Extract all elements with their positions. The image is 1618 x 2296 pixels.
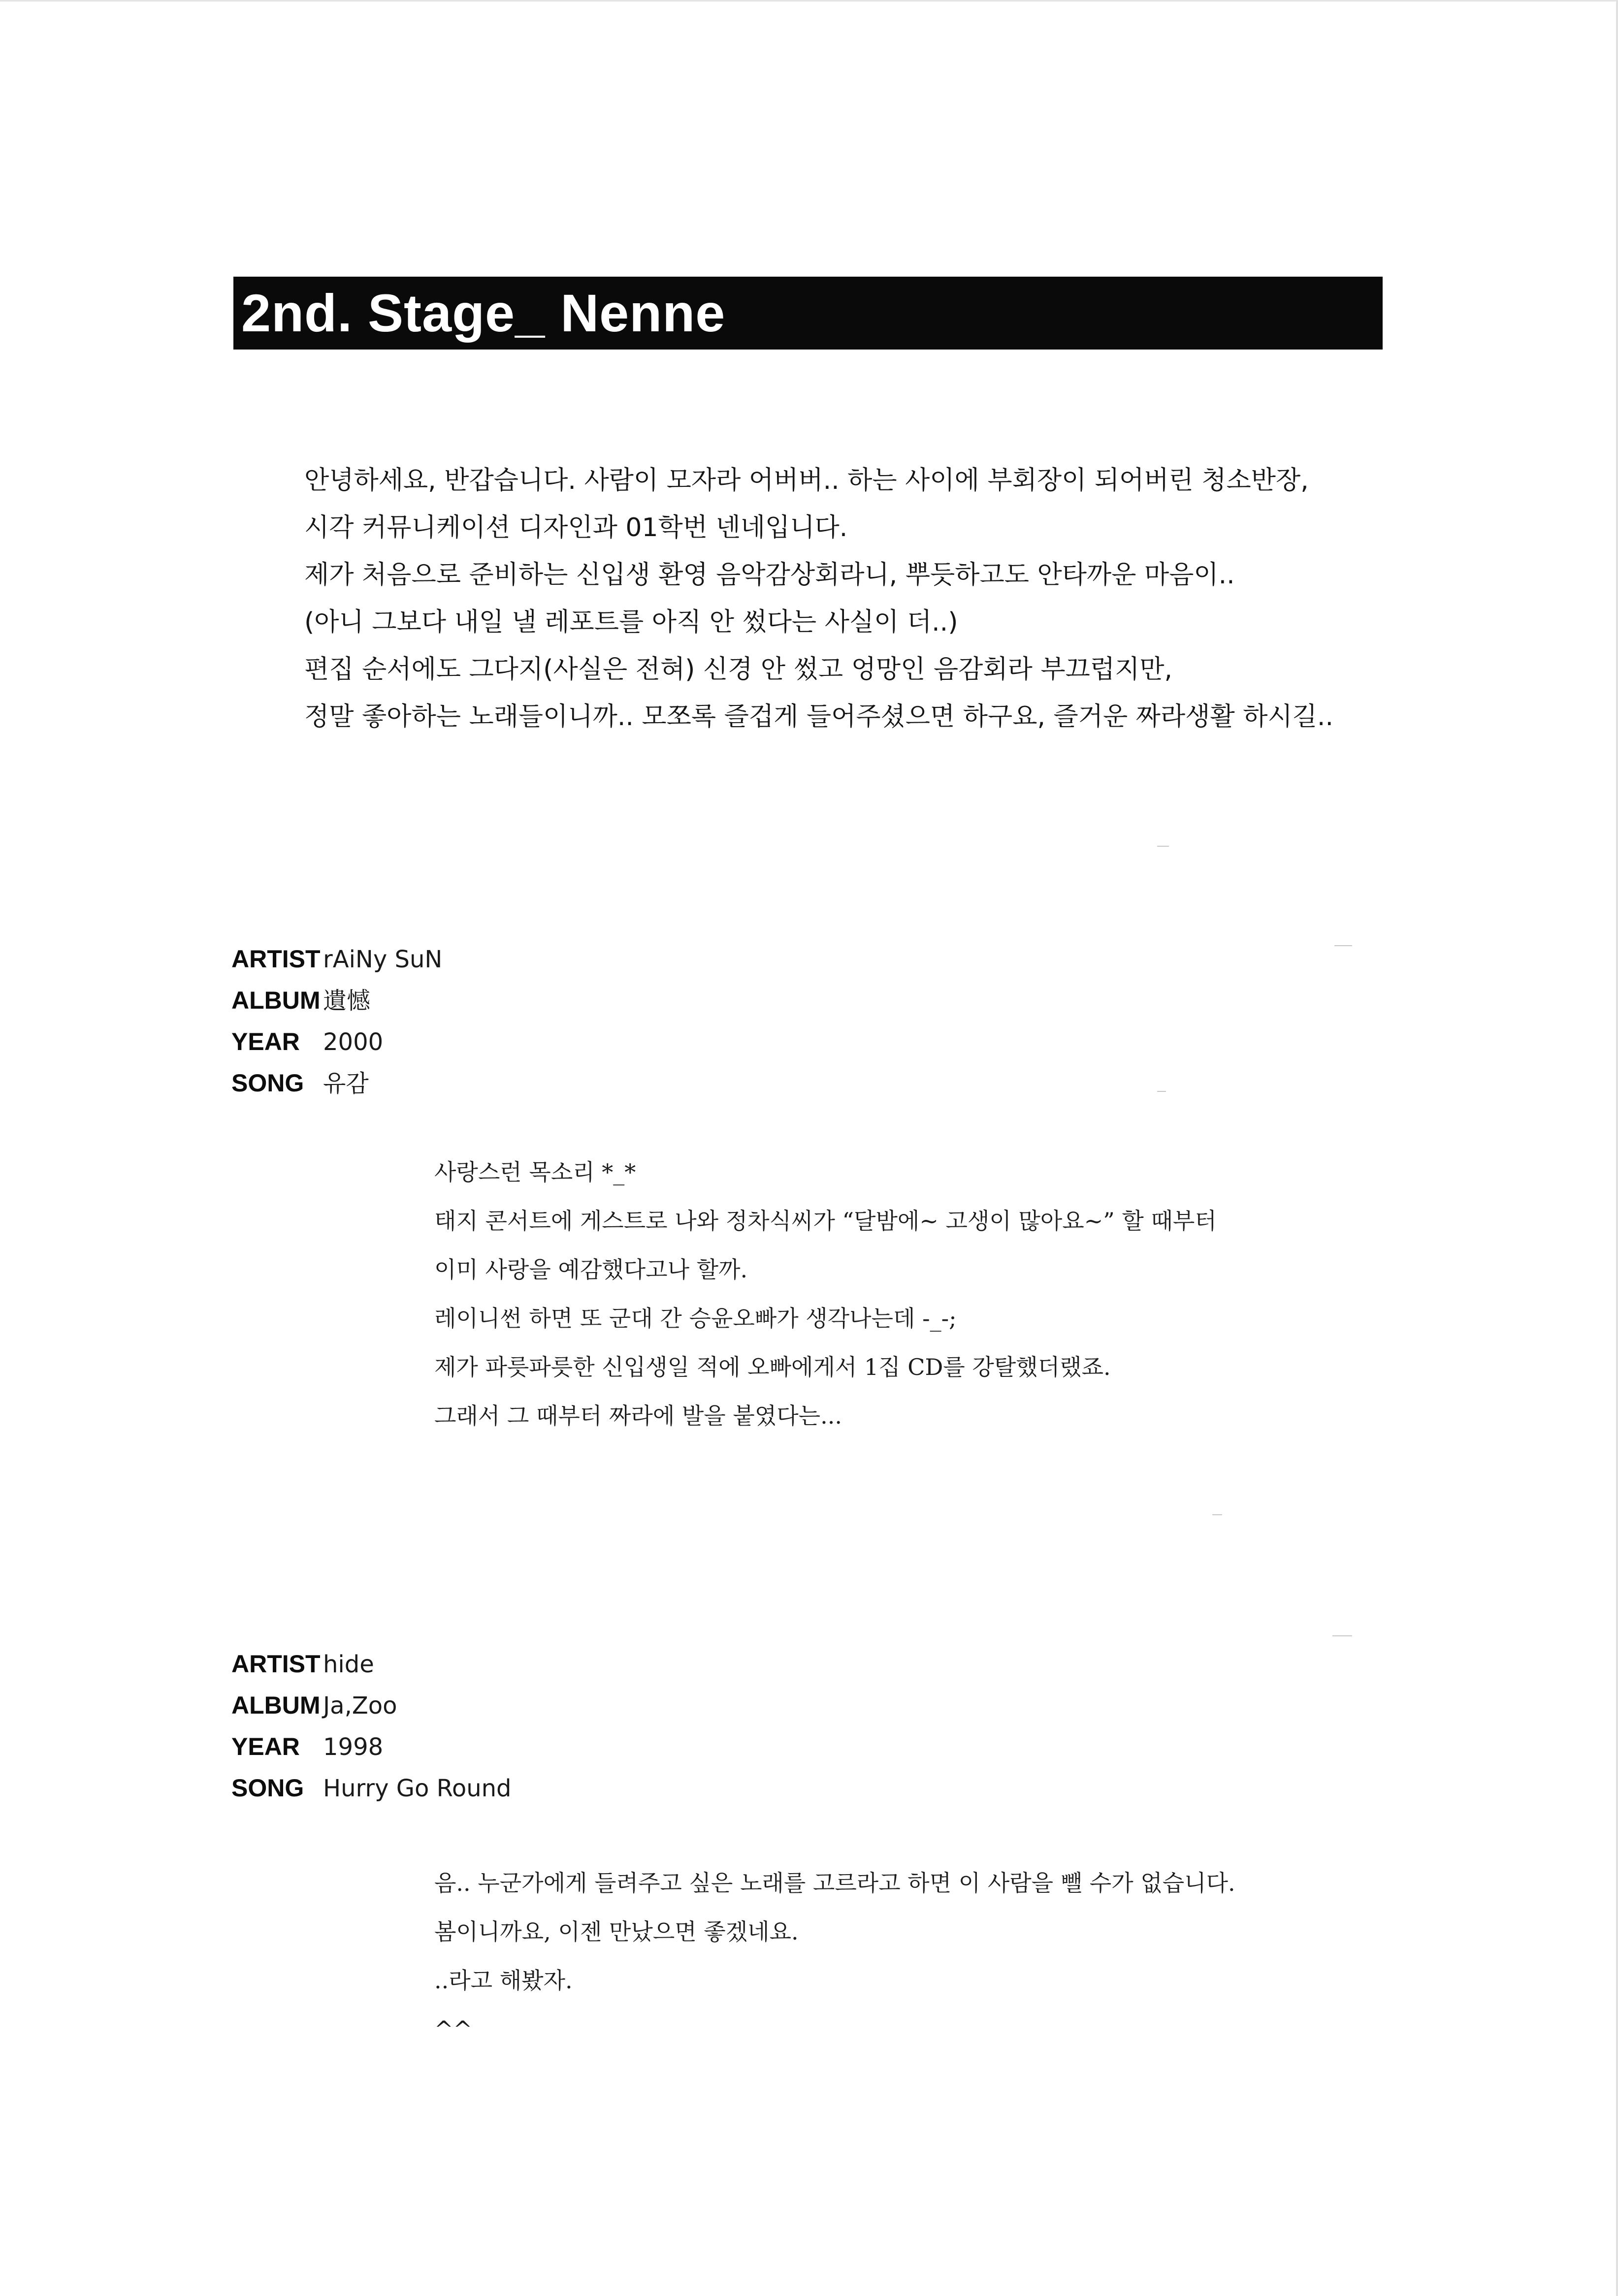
song-label: SONG: [231, 1069, 304, 1097]
comment-line: 봄이니까요, 이젠 만났으면 좋겠네요.: [434, 1918, 799, 1945]
intro-paragraph: [304, 457, 1338, 740]
intro-line: (아니 그보다 내일 낼 레포트를 아직 안 썼다는 사실이 더..): [304, 607, 958, 637]
song-comment: [434, 1148, 1217, 1440]
year-label: YEAR: [231, 1028, 300, 1055]
comment-line: ..라고 해봤자.: [434, 1967, 573, 1994]
year-row: [231, 1726, 512, 1767]
song-info-block: [231, 938, 442, 1104]
scan-speck: [1334, 945, 1352, 946]
artist-value: hide: [323, 1651, 374, 1678]
comment-line: 제가 파릇파릇한 신입생일 적에 오빠에게서 1집 CD를 강탈했더랬죠.: [434, 1354, 1111, 1380]
artist-label: ARTIST: [231, 945, 321, 973]
song-label: SONG: [231, 1774, 304, 1802]
scan-speck: [1212, 1514, 1222, 1515]
album-label: ALBUM: [231, 1691, 321, 1719]
page-title: 2nd. Stage_ Nenne: [241, 283, 726, 343]
title-bar: [233, 277, 1383, 350]
comment-line: 태지 콘서트에 게스트로 나와 정차식씨가 “달밤에~ 고생이 많아요~” 할 때부터: [434, 1208, 1217, 1234]
song-value: 유감: [323, 1070, 369, 1097]
song-value: Hurry Go Round: [323, 1775, 512, 1802]
comment-line: 이미 사랑을 예감했다고나 할까.: [434, 1256, 748, 1283]
scan-speck: [1157, 1091, 1166, 1092]
comment-line: 사랑스런 목소리 *_*: [434, 1159, 636, 1185]
song-row: [231, 1062, 442, 1104]
album-value: Ja,Zoo: [323, 1692, 397, 1720]
comment-line: 레이니썬 하면 또 군대 간 승윤오빠가 생각나는데 -_-;: [434, 1305, 957, 1332]
scan-speck: [1157, 846, 1169, 847]
intro-line: 편집 순서에도 그다지(사실은 전혀) 신경 안 썼고 엉망인 음감회라 부끄럽지만,: [304, 655, 1173, 684]
album-row: [231, 980, 442, 1021]
scan-speck: [1332, 1635, 1352, 1636]
comment-line: ^^: [434, 2016, 473, 2042]
album-row: [231, 1685, 512, 1726]
artist-label: ARTIST: [231, 1650, 321, 1678]
year-row: [231, 1021, 442, 1062]
comment-line: 음.. 누군가에게 들려주고 싶은 노래를 고르라고 하면 이 사람을 뺄 수가 없습니다.: [434, 1870, 1235, 1896]
song-row: [231, 1767, 512, 1809]
intro-line: 안녕하세요, 반갑습니다. 사람이 모자라 어버버.. 하는 사이에 부회장이 되어버린 청소반장,: [304, 466, 1309, 495]
album-value: 遺憾: [323, 987, 371, 1015]
year-label: YEAR: [231, 1733, 300, 1760]
song-comment: [434, 1859, 1235, 2054]
artist-row: [231, 1643, 512, 1685]
intro-line: 제가 처음으로 준비하는 신입생 환영 음악감상회라니, 뿌듯하고도 안타까운 마음이..: [304, 560, 1235, 590]
year-value: 2000: [323, 1028, 384, 1056]
artist-row: [231, 938, 442, 980]
comment-line: 그래서 그 때부터 짜라에 발을 붙였다는...: [434, 1403, 842, 1429]
year-value: 1998: [323, 1733, 384, 1761]
song-info-block: [231, 1643, 512, 1809]
intro-line: 시각 커뮤니케이션 디자인과 01학번 넨네입니다.: [304, 513, 848, 542]
artist-value: rAiNy SuN: [323, 946, 443, 973]
intro-line: 정말 좋아하는 노래들이니까.. 모쪼록 즐겁게 들어주셨으면 하구요, 즐거운 짜라생활 하시길..: [304, 702, 1333, 732]
album-label: ALBUM: [231, 987, 321, 1014]
